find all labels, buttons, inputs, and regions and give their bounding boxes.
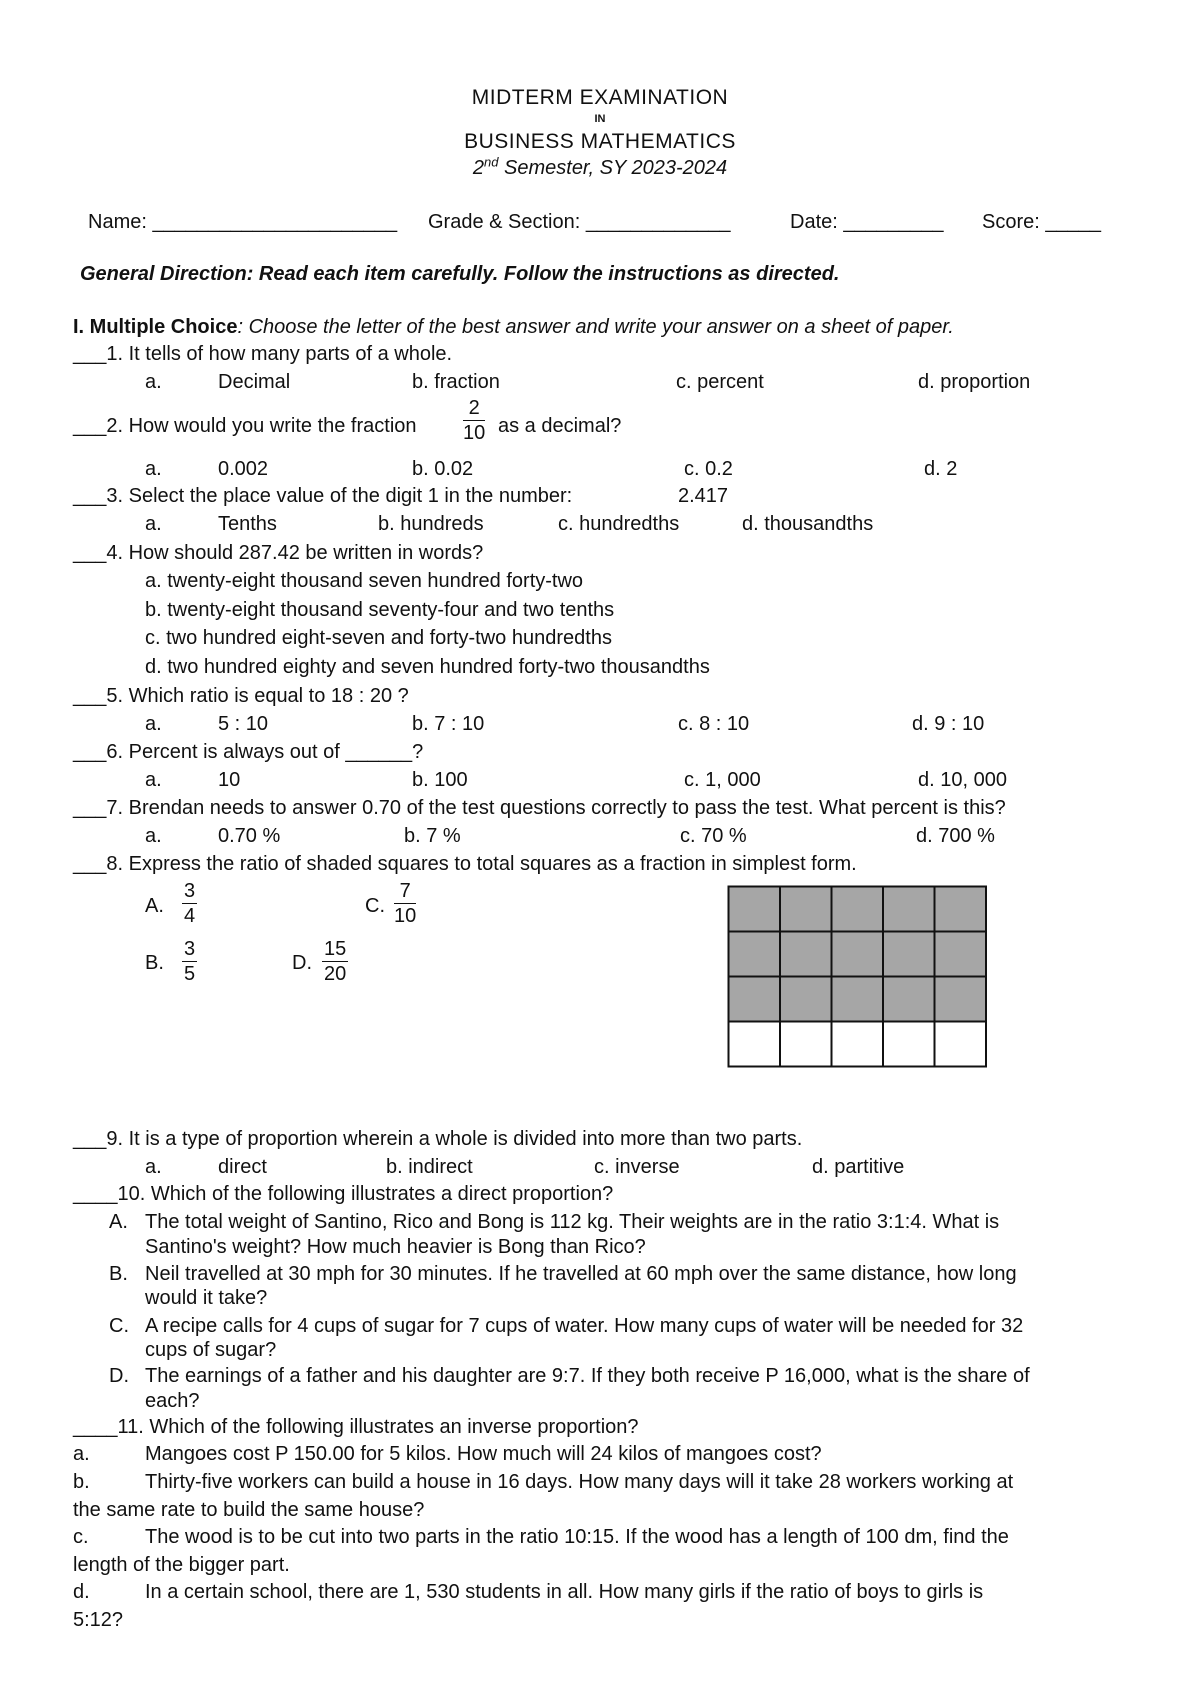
question-7: ___7. Brendan needs to answer 0.70 of the test questions correctly to pass the test. What percent is this? xyxy=(73,797,1006,819)
q9-choice-c: c. inverse xyxy=(594,1156,680,1178)
semester-suffix: nd xyxy=(483,154,499,170)
q10-choice-d-line1: The earnings of a father and his daughter are 9:7. If they both receive P 16,000, what is the share of xyxy=(145,1365,1030,1387)
question-3: ___3. Select the place value of the digit 1 in the number: xyxy=(73,485,573,507)
grid-square-shaded xyxy=(780,887,832,932)
q11-choice-a-line1: Mangoes cost P 150.00 for 5 kilos. How much will 24 kilos of mangoes cost? xyxy=(145,1443,822,1465)
q9-choice-d: d. partitive xyxy=(812,1156,905,1178)
q3-choice-a: Tenths xyxy=(218,513,277,535)
q5-choice-c: c. 8 : 10 xyxy=(678,713,750,735)
section-heading xyxy=(73,315,954,339)
q2-choice-a-letter: a. xyxy=(145,458,162,480)
q3-choice-a-letter: a. xyxy=(145,513,162,535)
general-direction: General Direction: Read each item carefully. Follow the instructions as directed. xyxy=(80,263,840,285)
score-field[interactable]: Score: _____ xyxy=(982,211,1101,233)
grid-square-shaded xyxy=(729,977,781,1022)
q2-fraction-numerator: 2 xyxy=(463,397,485,421)
q6-choice-b: b. 100 xyxy=(412,769,468,791)
q11-choice-d-line1: In a certain school, there are 1, 530 students in all. How many girls if the ratio of boys to girls is xyxy=(145,1581,984,1603)
q8-option-a-fraction xyxy=(182,880,197,927)
q1-choice-c: c. percent xyxy=(676,371,764,393)
q5-choice-d: d. 9 : 10 xyxy=(912,713,985,735)
title-connector: IN xyxy=(594,113,606,125)
q8-option-a-numerator: 3 xyxy=(184,880,196,902)
question-5: ___5. Which ratio is equal to 18 : 20 ? xyxy=(73,685,409,707)
grid-square-unshaded xyxy=(729,1022,781,1067)
q11-choice-b-line1: Thirty-five workers can build a house in 16 days. How many days will it take 28 workers working at xyxy=(145,1471,1014,1493)
q10-choice-b-line1: Neil travelled at 30 mph for 30 minutes. If he travelled at 60 mph over the same distance, how long xyxy=(145,1263,1017,1285)
q9-choice-a-letter: a. xyxy=(145,1156,162,1178)
q2-choice-c: c. 0.2 xyxy=(684,458,733,480)
q11-choice-c-line2: length of the bigger part. xyxy=(73,1554,290,1576)
q8-option-c-numerator: 7 xyxy=(394,880,416,904)
q11-choice-d-line2: 5:12? xyxy=(73,1609,124,1631)
date-field[interactable]: Date: _________ xyxy=(790,211,944,233)
subject-title: BUSINESS MATHEMATICS xyxy=(464,130,736,153)
semester-line xyxy=(0,156,1200,180)
grid-square-shaded xyxy=(729,932,781,977)
q7-choice-d: d. 700 % xyxy=(916,825,995,847)
q3-choice-d: d. thousandths xyxy=(742,513,874,535)
grid-square-shaded xyxy=(832,932,884,977)
q5-choice-a-letter: a. xyxy=(145,713,162,735)
q6-choice-a-letter: a. xyxy=(145,769,162,791)
grid-square-shaded xyxy=(832,977,884,1022)
q11-choice-d-letter: d. xyxy=(73,1581,90,1603)
q5-choice-a: 5 : 10 xyxy=(218,713,269,735)
q10-choice-a-line2: Santino's weight? How much heavier is Bong than Rico? xyxy=(145,1236,646,1258)
grid-square-shaded xyxy=(935,887,987,932)
q8-option-d-numerator: 15 xyxy=(324,938,347,960)
grid-square-shaded xyxy=(832,887,884,932)
q8-option-c-fraction xyxy=(394,880,416,927)
q3-number: 2.417 xyxy=(678,485,729,507)
question-2: ___2. How would you write the fraction xyxy=(73,415,417,437)
q8-option-d-fraction xyxy=(322,938,348,985)
q2-choice-d: d. 2 xyxy=(924,458,958,480)
q3-choice-c: c. hundredths xyxy=(558,513,680,535)
q2-fraction xyxy=(463,397,485,444)
q10-choice-c-line2: cups of sugar? xyxy=(145,1339,277,1361)
grid-square-shaded xyxy=(935,977,987,1022)
q9-choice-a: direct xyxy=(218,1156,267,1178)
q7-choice-b: b. 7 % xyxy=(404,825,461,847)
grid-square-shaded xyxy=(883,932,935,977)
q10-choice-b-line2: would it take? xyxy=(145,1287,268,1309)
question-4: ___4. How should 287.42 be written in words? xyxy=(73,542,484,564)
q7-choice-a-letter: a. xyxy=(145,825,162,847)
q4-choice-a: a. twenty-eight thousand seven hundred forty-two xyxy=(145,570,584,592)
q5-choice-b: b. 7 : 10 xyxy=(412,713,485,735)
q6-choice-c: c. 1, 000 xyxy=(684,769,761,791)
q10-choice-d-letter: D. xyxy=(109,1365,129,1387)
grid-square-shaded xyxy=(780,932,832,977)
q6-choice-a: 10 xyxy=(218,769,241,791)
q10-choice-a-line1: The total weight of Santino, Rico and Bong is 112 kg. Their weights are in the ratio 3:1:4. What is xyxy=(145,1211,1000,1233)
semester-rest: Semester, SY 2023-2024 xyxy=(498,157,728,179)
q2-choice-a: 0.002 xyxy=(218,458,269,480)
q11-choice-b-line2: the same rate to build the same house? xyxy=(73,1499,425,1521)
q8-option-c-label: C. xyxy=(365,895,385,917)
q4-choice-c: c. two hundred eight-seven and forty-two hundredths xyxy=(145,627,612,649)
q2-choice-b: b. 0.02 xyxy=(412,458,474,480)
q7-choice-a: 0.70 % xyxy=(218,825,281,847)
exam-title: MIDTERM EXAMINATION xyxy=(471,86,729,109)
semester-ordinal: 2 xyxy=(472,157,484,179)
question-1: ___1. It tells of how many parts of a whole. xyxy=(73,343,453,365)
grade-section-field[interactable]: Grade & Section: _____________ xyxy=(428,211,731,233)
q1-choice-b: b. fraction xyxy=(412,371,500,393)
q11-choice-c-line1: The wood is to be cut into two parts in the ratio 10:15. If the wood has a length of 100 dm, find the xyxy=(145,1526,1009,1548)
q10-choice-d-line2: each? xyxy=(145,1390,200,1412)
q1-choice-a: Decimal xyxy=(218,371,291,393)
name-field[interactable]: Name: ______________________ xyxy=(88,211,398,233)
grid-square-unshaded xyxy=(935,1022,987,1067)
q4-choice-b: b. twenty-eight thousand seventy-four and two tenths xyxy=(145,599,615,621)
grid-square-unshaded xyxy=(832,1022,884,1067)
q10-choice-b-letter: B. xyxy=(109,1263,128,1285)
grid-square-shaded xyxy=(883,887,935,932)
question-8: ___8. Express the ratio of shaded squares to total squares as a fraction in simplest form. xyxy=(73,853,857,875)
q1-choice-d: d. proportion xyxy=(918,371,1031,393)
q6-choice-d: d. 10, 000 xyxy=(918,769,1007,791)
section-label: I. Multiple Choice xyxy=(73,316,238,338)
q10-choice-c-letter: C. xyxy=(109,1315,129,1337)
q3-choice-b: b. hundreds xyxy=(378,513,484,535)
q11-choice-a-letter: a. xyxy=(73,1443,90,1465)
grid-square-shaded xyxy=(729,887,781,932)
q8-option-d-denominator: 20 xyxy=(324,963,347,985)
section-instruction: : Choose the letter of the best answer and write your answer on a sheet of paper. xyxy=(237,316,954,338)
q2-text-after: as a decimal? xyxy=(498,415,622,437)
q8-option-c-denominator: 10 xyxy=(394,905,417,927)
question-6: ___6. Percent is always out of ______? xyxy=(73,741,424,763)
q8-option-b-fraction xyxy=(182,938,197,985)
q8-option-a-denominator: 4 xyxy=(184,905,196,927)
q8-option-a-label: A. xyxy=(145,895,164,917)
q11-choice-c-letter: c. xyxy=(73,1526,89,1548)
q9-choice-b: b. indirect xyxy=(386,1156,473,1178)
q10-choice-c-line1: A recipe calls for 4 cups of sugar for 7 cups of water. How many cups of water will be needed for 32 xyxy=(145,1315,1024,1337)
grid-square-shaded xyxy=(935,932,987,977)
q1-choice-a-letter: a. xyxy=(145,371,162,393)
shaded-squares-grid xyxy=(727,885,987,1070)
grid-square-unshaded xyxy=(780,1022,832,1067)
q11-choice-b-letter: b. xyxy=(73,1471,90,1493)
grid-square-unshaded xyxy=(883,1022,935,1067)
grid-square-shaded xyxy=(883,977,935,1022)
q8-option-b-numerator: 3 xyxy=(184,938,196,960)
question-11: ____11. Which of the following illustrates an inverse proportion? xyxy=(73,1416,639,1438)
q7-choice-c: c. 70 % xyxy=(680,825,747,847)
question-10: ____10. Which of the following illustrates a direct proportion? xyxy=(73,1183,614,1205)
q8-option-b-denominator: 5 xyxy=(184,963,196,985)
grid-square-shaded xyxy=(780,977,832,1022)
q8-option-b-label: B. xyxy=(145,952,164,974)
q4-choice-d: d. two hundred eighty and seven hundred forty-two thousandths xyxy=(145,656,710,678)
q10-choice-a-letter: A. xyxy=(109,1211,128,1233)
q8-option-d-label: D. xyxy=(292,952,312,974)
question-9: ___9. It is a type of proportion wherein a whole is divided into more than two parts. xyxy=(73,1128,803,1150)
q2-fraction-denominator: 10 xyxy=(463,422,486,444)
